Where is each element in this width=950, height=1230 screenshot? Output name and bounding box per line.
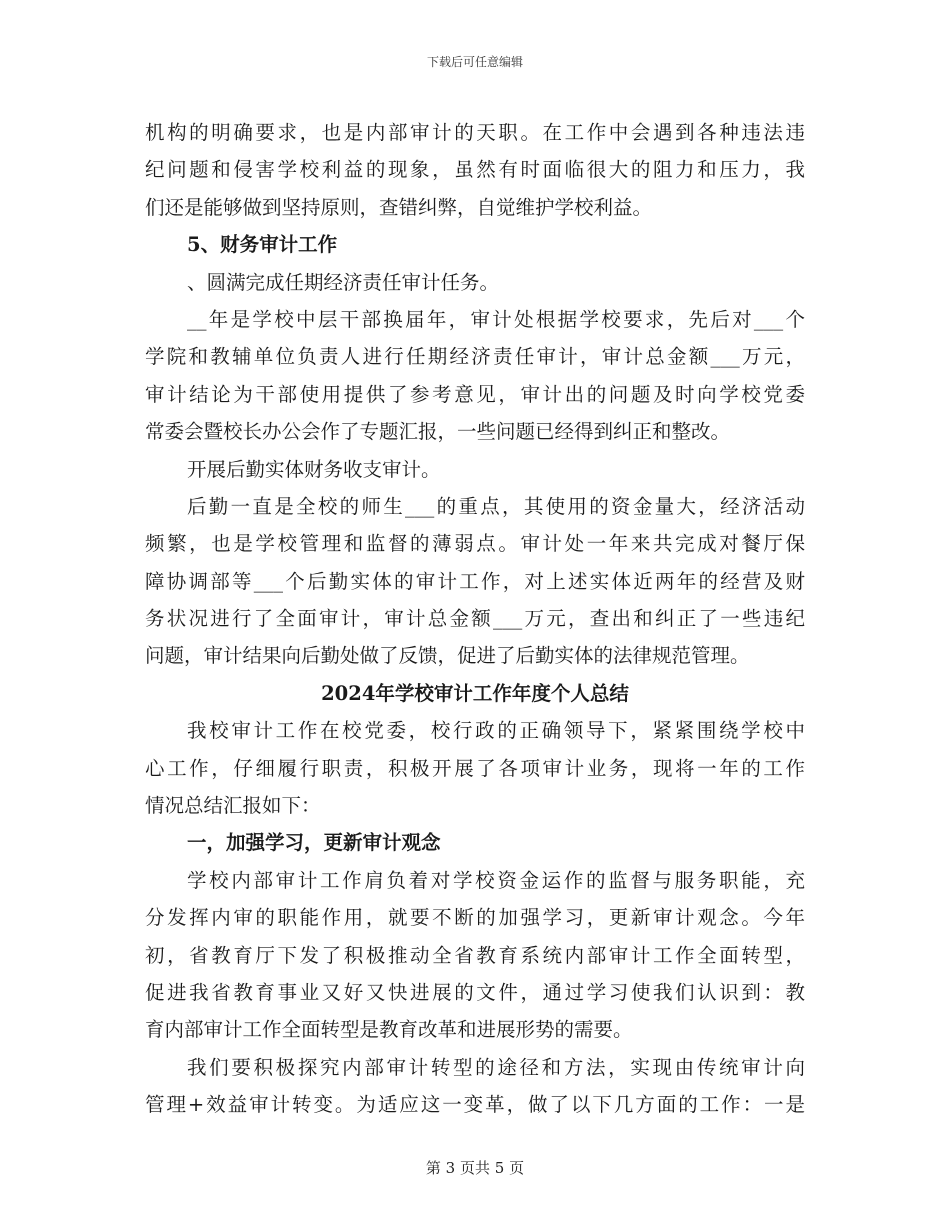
document-body [145,114,805,1124]
text-line: 务状况进行了全面审计，审计总金额___万元，查出和纠正了一些违纪 [145,607,805,631]
text-line: __年是学校中层干部换届年，审计处根据学校要求，先后对___个 [187,307,805,331]
text-line: 们还是能够做到坚持原则，查错纠弊，自觉维护学校利益。 [145,195,653,219]
text-line: 管理+效益审计转变。为适应这一变革，做了以下几方面的工作：一是 [145,1093,805,1117]
section-heading: 一，加强学习，更新审计观念 [187,831,441,855]
text-line: 审计结论为干部使用提供了参考意见，审计出的问题及时向学校党委 [145,382,805,406]
text-line: 育内部审计工作全面转型是教育改革和进展形势的需要。 [145,1018,633,1042]
section-heading: 5、财务审计工作 [187,233,338,257]
text-line: 分发挥内审的职能作用，就要不断的加强学习，更新审计观念。今年 [145,906,805,930]
text-line: 常委会暨校长办公会作了专题汇报，一些问题已经得到纠正和整改。 [145,420,731,444]
text-line: 后勤一直是全校的师生___的重点，其使用的资金量大，经济活动 [187,494,805,518]
document-title: 2024年学校审计工作年度个人总结 [321,681,629,705]
text-line: 促进我省教育事业又好又快进展的文件，通过学习使我们认识到：教 [145,980,805,1004]
text-line: 情况总结汇报如下： [145,794,321,818]
text-line: 问题，审计结果向后勤处做了反馈，促进了后勤实体的法律规范管理。 [145,644,750,668]
text-line: 我校审计工作在校党委，校行政的正确领导下，紧紧围绕学校中 [187,719,805,743]
page-header: 下载后可任意编辑 [426,55,523,69]
text-line: 障协调部等___个后勤实体的审计工作，对上述实体近两年的经营及财 [145,569,805,593]
text-line: 、圆满完成任期经济责任审计任务。 [187,270,500,294]
text-line: 心工作，仔细履行职责，积极开展了各项审计业务，现将一年的工作 [145,756,805,780]
text-line: 纪问题和侵害学校利益的现象，虽然有时面临很大的阻力和压力，我 [145,158,805,182]
text-line: 我们要积极探究内部审计转型的途径和方法，实现由传统审计向 [187,1055,805,1079]
page-footer: 第 3 页共 5 页 [425,1159,525,1177]
text-line: 学院和教辅单位负责人进行任期经济责任审计，审计总金额___万元， [145,345,805,369]
text-line: 学校内部审计工作肩负着对学校资金运作的监督与服务职能，充 [187,868,805,892]
text-line: 开展后勤实体财务收支审计。 [187,457,441,481]
text-line: 初，省教育厅下发了积极推动全省教育系统内部审计工作全面转型， [145,943,805,967]
text-line: 机构的明确要求，也是内部审计的天职。在工作中会遇到各种违法违 [145,121,805,144]
text-line: 频繁，也是学校管理和监督的薄弱点。审计处一年来共完成对餐厅保 [145,532,805,556]
